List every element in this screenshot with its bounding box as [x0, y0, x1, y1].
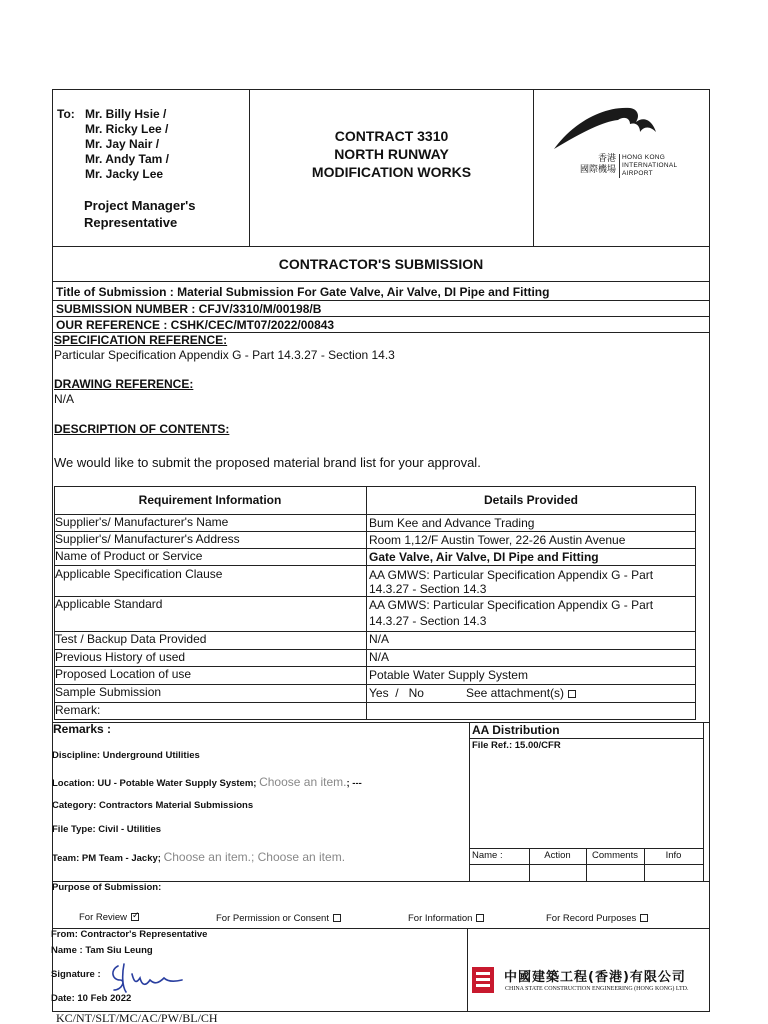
location-choose-item[interactable]: Choose an item.: [259, 775, 347, 789]
signature-mark: [108, 960, 188, 996]
information-checkbox[interactable]: [476, 914, 484, 922]
drawing-ref-heading: DRAWING REFERENCE:: [54, 377, 194, 391]
cscec-logo-icon: [472, 967, 494, 993]
contract-title: [250, 127, 533, 181]
recipient-3: Mr. Jay Nair /: [85, 137, 160, 151]
remark-team: Team: PM Team - Jacky; Choose an item.; Choose an item.: [52, 850, 346, 864]
role-line-1: Project Manager's: [84, 198, 196, 213]
purpose-permission: For Permission or Consent: [216, 913, 341, 924]
recipient-5: Mr. Jacky Lee: [85, 167, 164, 181]
company-name-en: CHINA STATE CONSTRUCTION ENGINEERING (HONG KONG) LTD.: [505, 986, 689, 992]
drawing-ref-value: N/A: [54, 392, 75, 406]
requirement-table: Requirement Information Details Provided Supplier's/ Manufacturer's Name Bum Kee and Advance Trading Supplier's/ Manufacturer's Address Room 1,12/F Austin Tower, 22-26 Austin Avenue Name of Product or Service Gate Valve, Air Valve, DI Pipe and Fitting Applicable Specification Clause AA GMWS: Particular Specification Appendix G - Part 14.3.27 - Section 14.3 Applicable Standard AA GMWS: Particular Specification Appendix G - Part 14.3.27 - Section 14.3 Test / Backup Data Provided N/A Previous History of used N/A Proposed Location of use Potable Water Supply System Sample Submission Yes / No See attachment(s) Remark:: [54, 486, 696, 720]
airport-logo: [550, 104, 700, 184]
remark-file-type: File Type: Civil - Utilities: [52, 824, 162, 835]
permission-checkbox[interactable]: [333, 914, 341, 922]
remarks-heading: Remarks :: [53, 722, 112, 736]
contract-line-3: MODIFICATION WORKS: [311, 164, 472, 180]
title-of-submission: Title of Submission : Material Submission For Gate Valve, Air Valve, DI Pipe and Fitting: [56, 285, 550, 299]
to-label: To:: [57, 107, 75, 121]
company-name-cn: 中國建築工程(香港)有限公司: [504, 970, 686, 985]
spec-ref-heading: SPECIFICATION REFERENCE:: [54, 333, 228, 347]
footer-code: KC/NT/SLT/MC/AC/PW/BL/CH: [56, 1011, 218, 1024]
dist-name-col: Name :: [472, 850, 503, 861]
attachment-checkbox[interactable]: [568, 690, 576, 698]
contract-line-2: NORTH RUNWAY: [334, 146, 449, 162]
description-heading: DESCRIPTION OF CONTENTS:: [54, 422, 230, 436]
distribution-table: [469, 848, 703, 882]
distribution-heading: AA Distribution: [472, 723, 560, 737]
req-col-header-1: Requirement Information: [138, 493, 282, 507]
dist-action-col: Action: [544, 850, 571, 861]
team-choose-item[interactable]: Choose an item.; Choose an item.: [163, 850, 346, 864]
for-review-checkbox[interactable]: [131, 913, 139, 921]
from-name: Name : Tam Siu Leung: [51, 945, 153, 956]
see-attachment: See attachment(s): [466, 686, 576, 700]
purpose-for-review: For Review✓: [79, 912, 139, 923]
recipient-4: Mr. Andy Tam /: [85, 152, 170, 166]
role-line-2: Representative: [84, 215, 178, 230]
remark-category: Category: Contractors Material Submissions: [52, 800, 254, 811]
purpose-heading: Purpose of Submission:: [52, 882, 162, 893]
dist-comments-col: Comments: [592, 850, 638, 861]
submission-date: Date: 10 Feb 2022: [51, 993, 132, 1004]
header-bottom-line: [53, 246, 709, 247]
logo-en-text: HONG KONG INTERNATIONAL AIRPORT: [622, 154, 678, 177]
remark-location: Location: UU - Potable Water Supply System; Choose an item.; ---: [52, 775, 362, 789]
remark-discipline: Discipline: Underground Utilities: [52, 750, 200, 761]
header-divider-2: [533, 90, 534, 246]
airport-logo-icon: [552, 104, 662, 154]
form-title: CONTRACTOR'S SUBMISSION: [278, 256, 484, 272]
purpose-information: For Information: [408, 913, 484, 924]
submission-number: SUBMISSION NUMBER : CFJV/3310/M/00198/B: [56, 302, 322, 316]
spec-ref-value: Particular Specification Appendix G - Part 14.3.27 - Section 14.3: [54, 348, 395, 362]
recipient-2: Mr. Ricky Lee /: [85, 122, 169, 136]
description-text: We would like to submit the proposed material brand list for your approval.: [54, 455, 481, 470]
contract-line-1: CONTRACT 3310: [334, 128, 449, 144]
dist-info-col: Info: [665, 850, 682, 861]
from-line: From: Contractor's Representative: [51, 929, 208, 940]
purpose-record: For Record Purposes: [546, 913, 648, 924]
logo-cn-text: 香港 國際機場: [579, 154, 616, 175]
our-reference: OUR REFERENCE : CSHK/CEC/MT07/2022/00843: [56, 318, 335, 332]
signature-label: Signature :: [51, 969, 101, 980]
distribution-file-ref: File Ref.: 15.00/CFR: [472, 740, 561, 751]
recipient-1: Mr. Billy Hsie /: [85, 107, 167, 121]
req-col-header-2: Details Provided: [483, 493, 579, 507]
record-checkbox[interactable]: [640, 914, 648, 922]
